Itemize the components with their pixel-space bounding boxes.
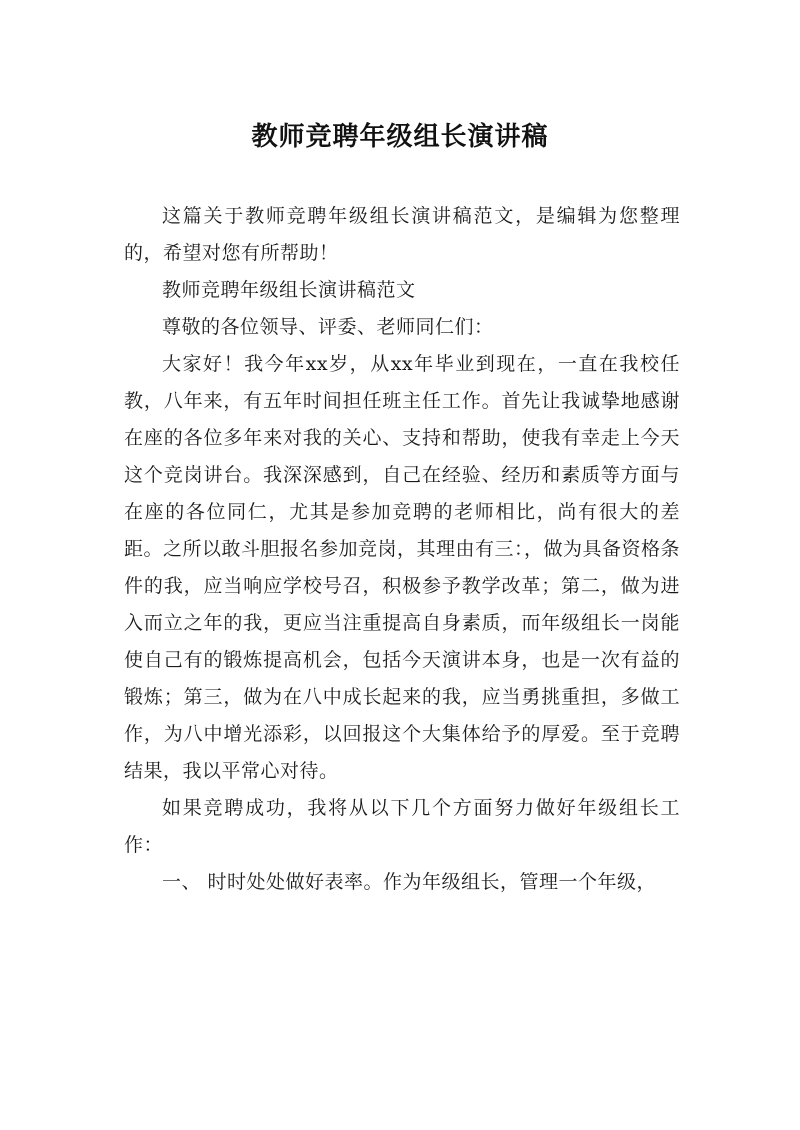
document-title: 教师竞聘年级组长演讲稿	[251, 122, 549, 153]
document-body	[124, 198, 680, 901]
speech-paragraph: 大家好！我今年xx岁，从xx年毕业到现在，一直在我校任教，八年来，有五年时间担任班主任工作。首先让我诚挚地感谢在座的各位多年来对我的关心、支持和帮助，使我有幸走上今天这个竞岗讲台。我深深感到，自己在经验、经历和素质等方面与在座的各位同仁，尤其是参加竞聘的老师相比，尚有很大的差距。之所以敢斗胆报名参加竞岗，其理由有三：，做为具备资格条件的我，应当响应学校号召，积极参予教学改革；第二，做为进入而立之年的我，更应当注重提高自身素质，而年级组长一岗能使自己有的锻炼提高机会，包括今天演讲本身，也是一次有益的锻炼；第三，做为在八中成长起来的我，应当勇挑重担，多做工作，为八中增光添彩，以回报这个大集体给予的厚爱。至于竞聘结果，我以平常心对待。	[124, 353, 681, 782]
plan-item-paragraph: 一、 时时处处做好表率。作为年级组长，管理一个年级，	[162, 871, 657, 893]
intro-paragraph: 这篇关于教师竞聘年级组长演讲稿范文，是编辑为您整理的，希望对您有所帮助！	[124, 205, 680, 264]
plan-intro-paragraph: 如果竞聘成功，我将从以下几个方面努力做好年级组长工作：	[124, 797, 680, 856]
salutation-paragraph: 尊敬的各位领导、评委、老师同仁们：	[162, 316, 494, 338]
subtitle-paragraph: 教师竞聘年级组长演讲稿范文	[162, 279, 416, 301]
